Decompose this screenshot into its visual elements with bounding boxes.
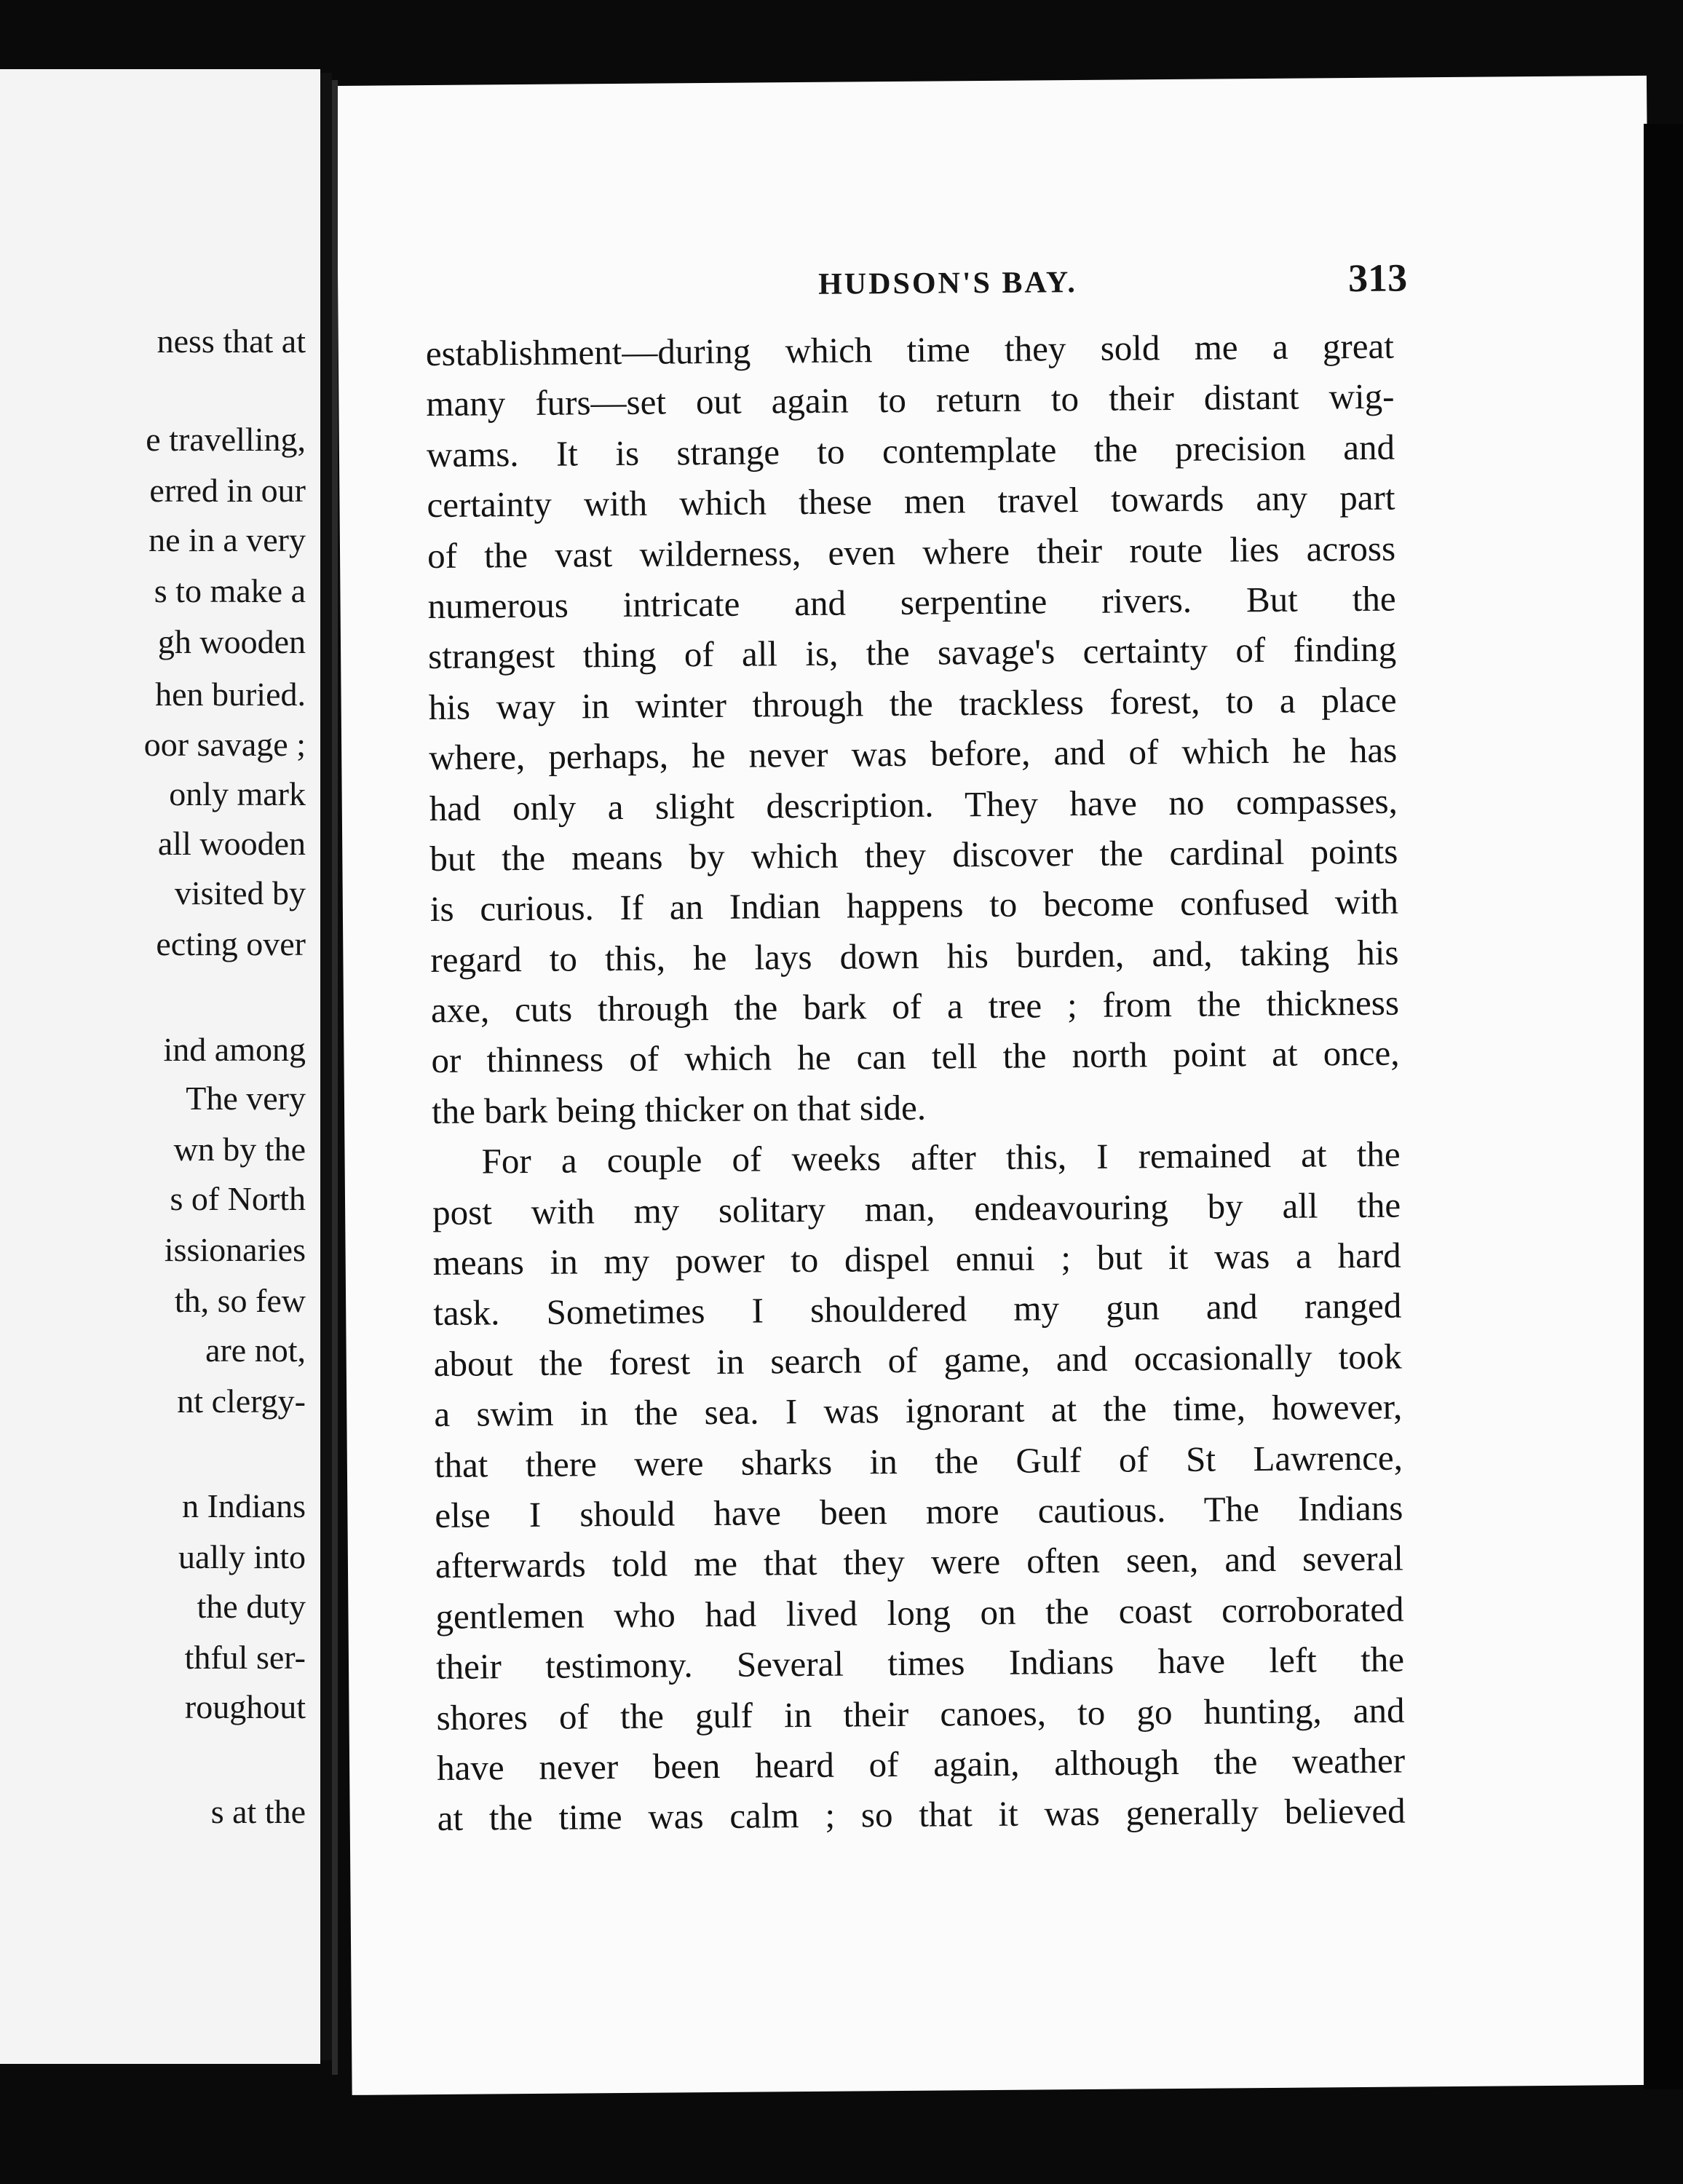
previous-page-line: nt clergy- — [177, 1382, 306, 1420]
previous-page-line: ecting over — [156, 925, 306, 962]
text-line: where, perhaps, he never was before, and of which he has — [429, 729, 1398, 778]
previous-page-line: s at the — [210, 1793, 306, 1830]
text-line: certainty with which these men travel towards any part — [427, 477, 1395, 526]
text-line: post with my solitary man, endeavouring by all the — [432, 1184, 1401, 1233]
previous-page-text — [0, 69, 320, 2064]
previous-page-line: are not, — [205, 1332, 306, 1369]
previous-page-line: gh wooden — [157, 623, 306, 660]
previous-page-line: wn by the — [173, 1131, 306, 1168]
text-line: but the means by which they discover the cardinal points — [429, 831, 1398, 879]
previous-page-line: ind among — [163, 1031, 306, 1068]
text-line: regard to this, he lays down his burden, and, taking his — [430, 932, 1399, 980]
previous-page-line: hen buried. — [155, 676, 306, 713]
text-line: strangest thing of all is, the savage's certainty of finding — [427, 628, 1397, 677]
previous-page-line: ne in a very — [148, 521, 306, 558]
body-text — [426, 321, 1406, 1844]
previous-page-line: thful ser- — [184, 1639, 306, 1676]
text-line: or thinness of which he can tell the north point at once, — [431, 1033, 1400, 1081]
previous-page-line: all wooden — [157, 825, 306, 862]
running-head — [338, 252, 1648, 313]
text-line: task. Sometimes I shouldered my gun and ranged — [433, 1285, 1402, 1334]
paragraph — [426, 321, 1401, 1137]
text-line: had only a slight description. They have no compasses, — [429, 780, 1398, 828]
paragraph — [432, 1129, 1406, 1844]
text-line: else I should have been more cautious. The Indians — [435, 1487, 1403, 1535]
text-line: that there were sharks in the Gulf of St Lawrence, — [434, 1437, 1403, 1485]
text-line: is curious. If an Indian happens to become confused with — [429, 881, 1399, 930]
previous-page-line: n Indians — [182, 1487, 306, 1524]
text-line: many furs—set out again to return to their distant wig- — [426, 376, 1395, 424]
previous-page-line: the duty — [197, 1588, 306, 1625]
text-line: the bark being thicker on that side. — [431, 1087, 927, 1131]
previous-page-fragment — [0, 69, 320, 2064]
text-line: their testimony. Several times Indians have left the — [435, 1639, 1405, 1688]
previous-page-line: oor savage ; — [143, 726, 306, 763]
text-line: about the forest in search of game, and occasionally took — [433, 1336, 1402, 1384]
previous-page-line: th, so few — [174, 1282, 306, 1319]
previous-page-line: s to make a — [154, 572, 306, 609]
previous-page-line: erred in our — [149, 472, 306, 509]
text-line: at the time was calm ; so that it was generally believed — [437, 1790, 1406, 1839]
gutter-shadow — [320, 73, 332, 2060]
text-line: shores of the gulf in their canoes, to go hunting, and — [436, 1690, 1405, 1738]
text-line: gentlemen who had lived long on the coast corroborated — [435, 1588, 1404, 1637]
text-line: have never been heard of again, although the weather — [436, 1740, 1406, 1788]
text-line: For a couple of weeks after this, I remained at the — [481, 1133, 1401, 1182]
previous-page-line: ness that at — [157, 323, 306, 360]
text-line: a swim in the sea. I was ignorant at the time, however, — [434, 1386, 1403, 1435]
text-line: establishment—during which time they sold me a great — [425, 325, 1395, 374]
text-line: means in my power to dispel ennui ; but it was a hard — [432, 1235, 1401, 1283]
running-title: HUDSON'S BAY. — [817, 266, 1078, 301]
page-number: 313 — [1347, 256, 1408, 301]
previous-page-line: ually into — [178, 1538, 306, 1575]
previous-page-line: The very — [186, 1080, 306, 1117]
text-line: wams. It is strange to contemplate the precision and — [426, 427, 1395, 475]
page-edge-left — [332, 80, 338, 2075]
previous-page-line: e travelling, — [146, 421, 306, 458]
text-line: his way in winter through the trackless forest, to a place — [428, 679, 1397, 727]
previous-page-line: issionaries — [164, 1231, 306, 1268]
text-line: axe, cuts through the bark of a tree ; from the thickness — [430, 982, 1400, 1031]
book-page — [336, 76, 1663, 2095]
text-line: afterwards told me that they were often seen, and several — [435, 1538, 1404, 1586]
previous-page-line: only mark — [169, 775, 306, 812]
text-line: numerous intricate and serpentine rivers. But the — [427, 578, 1396, 626]
previous-page-line: roughout — [184, 1688, 306, 1725]
text-line: of the vast wilderness, even where their route lies across — [427, 528, 1396, 576]
previous-page-line: visited by — [174, 874, 306, 911]
previous-page-line: s of North — [170, 1180, 306, 1217]
